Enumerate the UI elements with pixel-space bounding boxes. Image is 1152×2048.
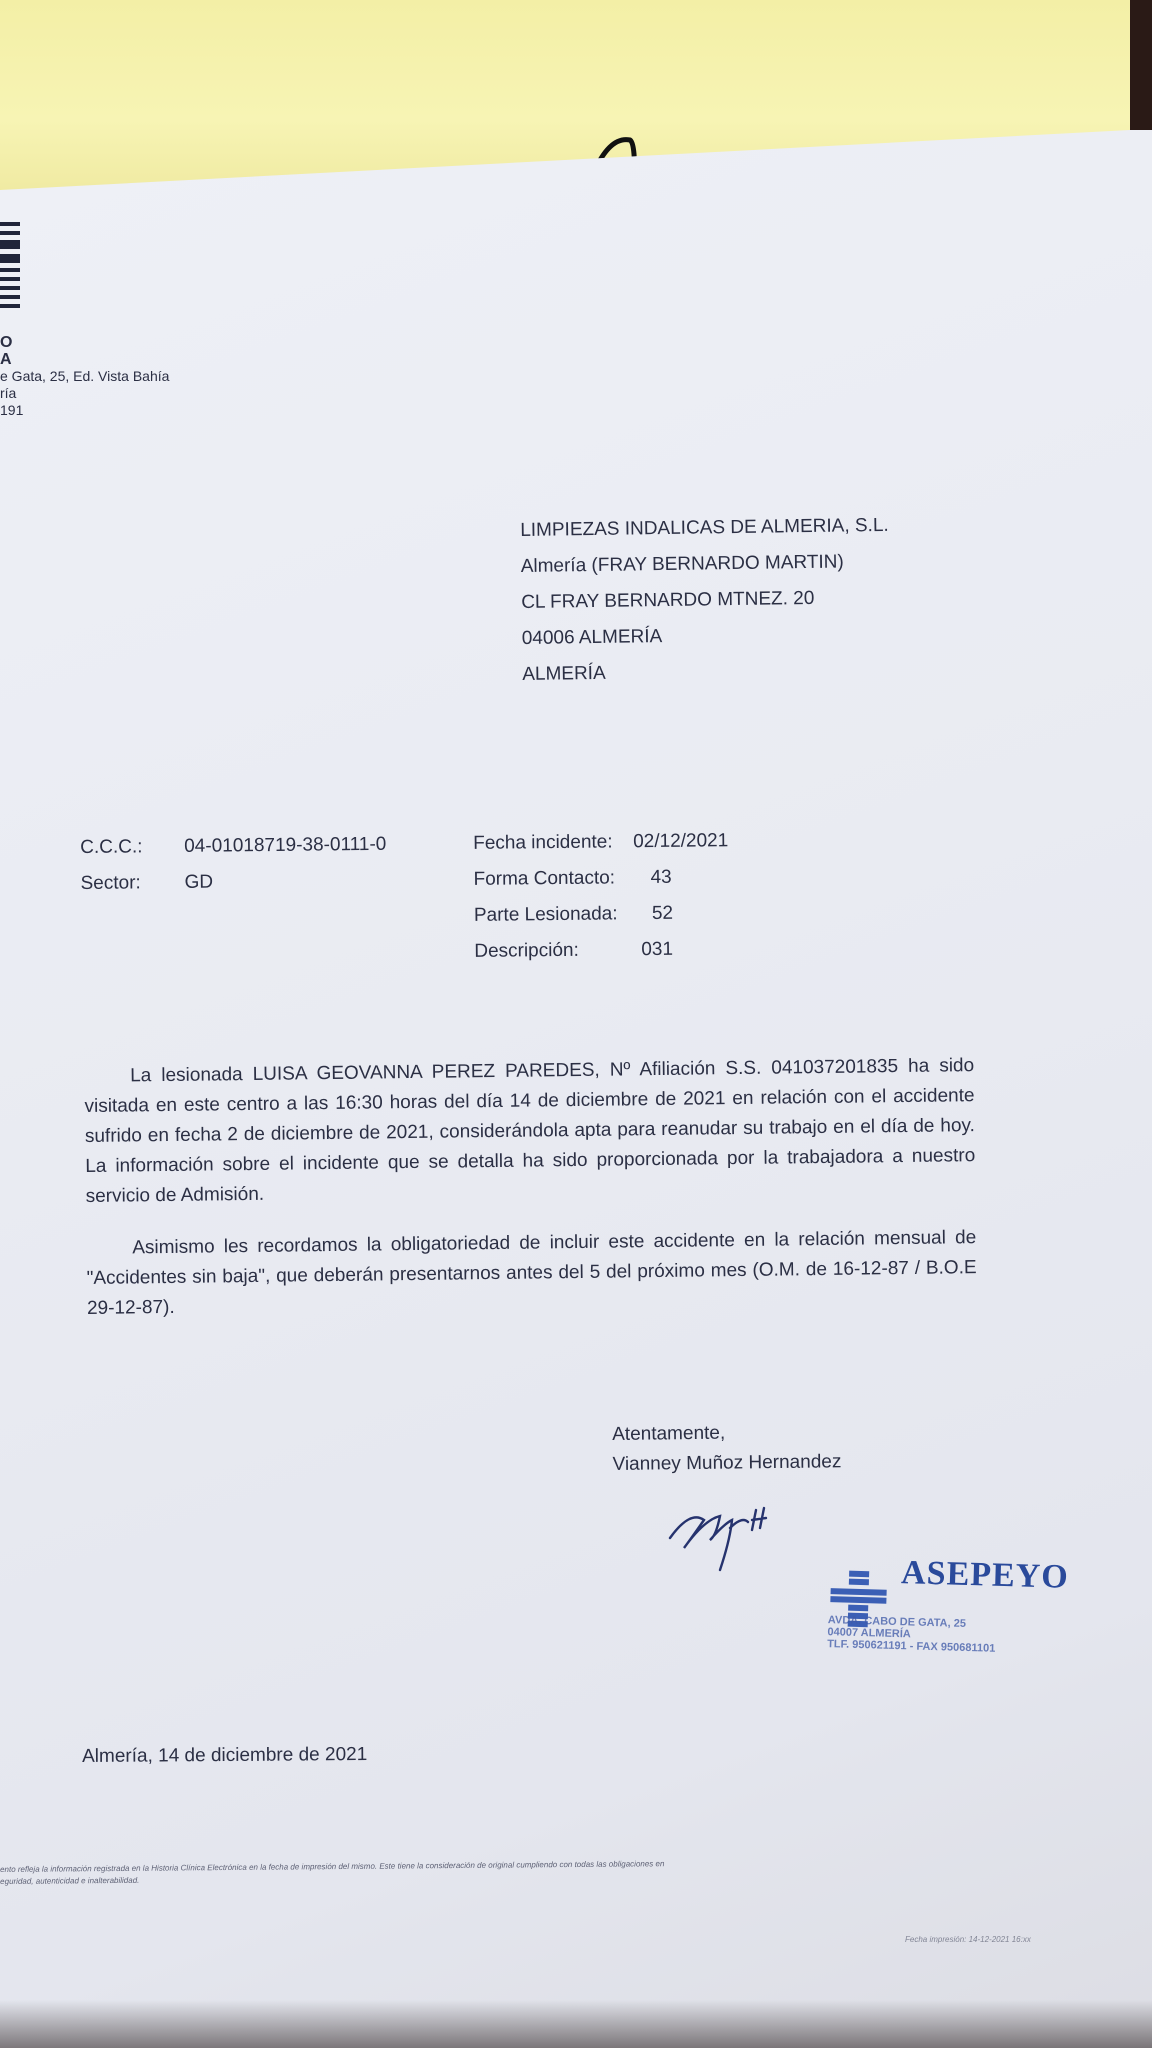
stamp-address (827, 1614, 996, 1655)
parte-label: Parte Lesionada: (473, 903, 618, 926)
print-date: Fecha impresión: 14-12-2021 16:xx (905, 1935, 1031, 1944)
handwritten-signature (660, 1490, 790, 1580)
desc-value: 031 (641, 938, 674, 961)
closing-greeting: Atentamente, (612, 1422, 726, 1445)
recipient-address (520, 508, 891, 693)
forma-label: Forma Contacto: (473, 867, 616, 890)
sender-line-4: ría (0, 385, 17, 401)
desc-label: Descripción: (474, 939, 579, 962)
footer-line-2: eguridad, autenticidad e inalterabilidad. (0, 1875, 140, 1886)
stamp-line-2: 04007 ALMERÍA (827, 1626, 911, 1641)
company-stamp (826, 1552, 1109, 1680)
ccc-value: 04-01018719-38-0111-0 (184, 833, 387, 857)
incident-fields (80, 830, 729, 974)
sender-logo-bars (0, 222, 20, 332)
sender-line-3: e Gata, 25, Ed. Vista Bahía (0, 368, 170, 384)
table-shadow (0, 2000, 1152, 2048)
stamp-line-3: TLF. 950621191 - FAX 950681101 (826, 1638, 996, 1655)
forma-value: 43 (650, 866, 672, 889)
stamp-line-1: AVDA. CABO DE GATA, 25 (827, 1614, 967, 1630)
closing-block (612, 1417, 842, 1480)
fecha-value: 02/12/2021 (633, 830, 729, 853)
body-paragraph-2: Asimismo les recordamos la obligatoriedad de incluir este accidente en la relación mensual de "Accidentes sin baja", que deberán presentarnos antes del 5 del próximo mes (O.M. de 16-12-87 / B.O.E 29-12-87). (86, 1227, 977, 1319)
ccc-label: C.C.C.: (80, 836, 143, 858)
recipient-street: CL FRAY BERNARDO MTNEZ. 20 (521, 587, 815, 613)
sector-value: GD (184, 871, 214, 893)
recipient-branch: Almería (FRAY BERNARDO MARTIN) (520, 551, 844, 577)
recipient-postal: 04006 ALMERÍA (521, 626, 663, 649)
sender-address (0, 334, 169, 419)
place-and-date: Almería, 14 de diciembre de 2021 (82, 1744, 368, 1767)
letter-body (84, 1051, 977, 1346)
body-paragraph-1: La lesionada LUISA GEOVANNA PEREZ PAREDES, Nº Afiliación S.S. 041037201835 ha sido visitada en este centro a las 16:30 horas del día 14 de diciembre de 2021 en relación con el accidente sufrido en fecha 2 de diciembre de 2021, considerándola apta para reanudar su trabajo en el día de hoy. La información sobre el incidente que se detalla ha sido proporcionada por la trabajadora a nuestro servicio de Admisión. (84, 1055, 976, 1207)
recipient-province: ALMERÍA (522, 662, 606, 685)
sender-line-1: O (0, 334, 13, 351)
legal-footer (0, 1854, 1152, 1888)
sector-label: Sector: (80, 872, 141, 894)
sender-line-5: 191 (0, 402, 24, 418)
closing-name: Vianney Muñoz Hernandez (612, 1451, 842, 1475)
fecha-label: Fecha incidente: (473, 831, 613, 854)
parte-value: 52 (651, 902, 674, 925)
sender-line-2: A (0, 351, 12, 368)
recipient-company: LIMPIEZAS INDALICAS DE ALMERIA, S.L. (520, 514, 889, 541)
stamp-company-name: ASEPEYO (900, 1554, 1070, 1596)
footer-line-1: ento refleja la información registrada en la Historia Clínica Electrónica en la fecha de impresión del mismo. Este tiene la consideración de original cumpliendo con todas las obligaciones en (0, 1859, 665, 1874)
